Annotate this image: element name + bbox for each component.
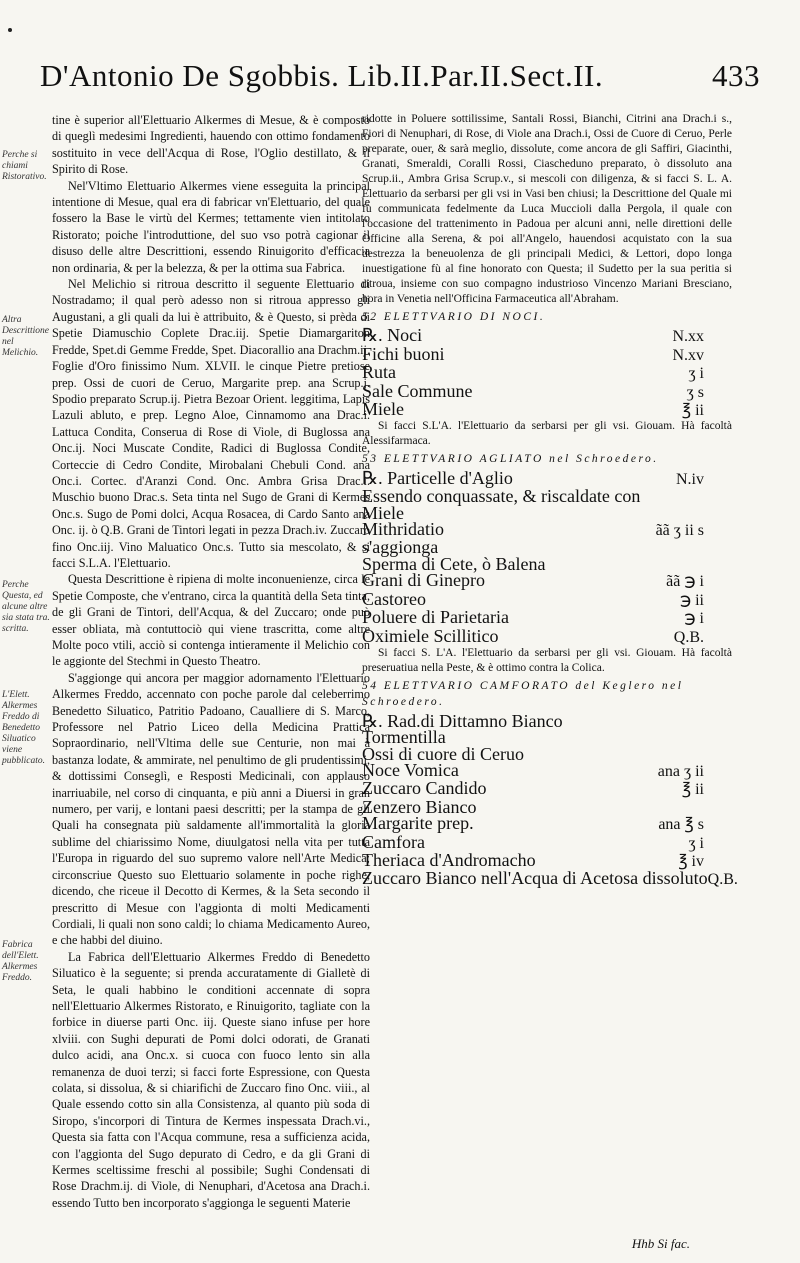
ingredient-quantity: ana ʒ ii	[657, 762, 704, 780]
ingredient-name: Sale Commune	[362, 380, 473, 401]
ingredient-quantity: N.xx	[672, 328, 704, 346]
ingredient-name: Zenzero Bianco	[362, 796, 477, 817]
ingredient-quantity: ℥ ii	[681, 402, 704, 420]
left-paragraph: Nel'Vltimo Elettuario Alkermes viene esseguita la principal intentione di Mesue, qual era di fabricar vn'Elettuario, del quale fossero la Base le virtù del Kermes; tettamente vien intitolato Ristorato; poiche l'introduttione, del suo vso potrà cagionar il disuso delle altre Descrittioni, essendo Rinuigorito d'efficacia non ordinaria, & per la belezza, & per la ottima sua Fabrica.	[52, 178, 370, 275]
catchword: Hhb Si fac.	[631, 1236, 690, 1251]
ingredient-row	[362, 380, 732, 401]
ingredient-row	[362, 780, 732, 798]
ingredient-quantity: ʒ s	[686, 383, 704, 401]
margin-note: Perche si chiami Ristorativo.	[2, 150, 47, 182]
ingredient-name: Castoreo	[362, 588, 426, 609]
ingredient-name: Ruta	[362, 362, 396, 383]
margin-note: Fabrica dell'Elett. Alkermes Freddo.	[2, 940, 39, 983]
ingredient-row	[362, 364, 732, 382]
ingredient-row	[362, 609, 732, 627]
ingredient-quantity: ℥ iv	[678, 852, 704, 870]
ingredient-quantity: ʒ i	[688, 834, 704, 852]
ingredient-row	[362, 625, 732, 646]
ingredient-row	[362, 401, 732, 419]
ingredient-name: Noce Vomica	[362, 759, 459, 780]
ingredient-name: Fichi buoni	[362, 343, 445, 364]
ingredient-name: Poluere di Parietaria	[362, 607, 509, 628]
left-paragraph: tine è superior all'Elettuario Alkermes di Mesue, & è composto di queglì medesimi Ingredienti, hauendo con ottimo fondamento sostituito in vece dell'Acqua di Rose, l'Oglio destillato, & il Spirito di Rose.	[52, 113, 370, 177]
ingredient-name: Zuccaro Candido	[362, 778, 487, 799]
page-number: 433	[712, 58, 760, 93]
ingredient-name: Grani di Ginepro	[362, 570, 485, 591]
recipe-note: Si facci S. L'A. l'Elettuario da serbarsi per gli vsi. Giouam. Hà facoltà preseruatiua nella Peste, & è ottimo contra la Colica.	[362, 646, 732, 674]
ingredient-quantity: ʒ i	[688, 365, 704, 383]
recipe-note: Si facci S.L'A. l'Elettuario da serbarsi per gli vsi. Giouam. Hà facoltà Alessifarmaca.	[362, 420, 732, 448]
margin-note: Perche Questa, ed alcune altre sia stata tra. scritta.	[2, 580, 50, 634]
ingredient-quantity: ãã ʒ ii s	[655, 522, 704, 540]
ingredient-name: Margarite prep.	[362, 813, 474, 834]
ingredient-quantity: N.xv	[672, 346, 704, 364]
ingredient-name: Miele	[362, 399, 404, 420]
ingredient-name: ℞. Particelle d'Aglio	[362, 467, 513, 488]
ingredient-name: ℞. Noci	[362, 325, 423, 346]
ingredient-name: Mithridatio	[362, 519, 444, 540]
recipes	[362, 309, 738, 889]
ingredient-quantity: ana ℥ s	[658, 816, 704, 834]
left-paragraph: Nel Melichio si ritroua descritto il seguente Elettuario di Nostradamo; il qual però adesso non si ritroua appresso gli Augustani, a gli quali da lui è attribuito, & è Questo, si prèda di Spetie Diamuschio Coplete Drac.iij. Spetie Diamargariton Fredde, Spet.di Gemme Fredde, Spet. Diacorallio ana Drachm.ij. Foglie d'Oro finissimo Num. XLVII. le cinque Pietre pretiose prep. Ossi de cuori de Ceruo, Margarite prep. ana Scrup.j. Spodio preparato Scrup.ij. Pietra Bezoar Orient. leggitima, Lapis Lazuli abluto, e prep. Legno Aloe, Cinnamomo ana Drac.i. Lattuca Condita, Conserua di Rose di Viole, di Buglossa ana Onc.ij. Noci Muscate Condite, Radici di Buglossa Condite, Corteccie di Cedro Condite, Mirobalani Chebuli Cond. ana Onc.i. Cortec. d'Aranzi Cond. Onc. Ambra Grisa Drac.i. Muschio buono Drac.s. Seta tinta nel Sugo de Grani di Kermes Onc.s. Sugo de Pomi dolci, Acqua Rosacea, di Cardo Santo ana Onc. ij. ò Q.B. Grani de Tintori legati in pezza Drach.iv. Zuccaro fino Onc.iij. Vino Maluatico Onc.s. Tutto sia mescolato, & si facci S.L.A. l'Elettuario.	[52, 277, 370, 570]
ingredient-name: Miele	[362, 502, 404, 523]
running-header	[40, 58, 760, 98]
ingredient-row	[362, 815, 732, 833]
ingredient-name: ℞. Rad.di Dittamno Bianco	[362, 710, 563, 731]
ingredient-name: Tormentilla	[362, 727, 446, 748]
ingredient-name: s'aggionga	[362, 537, 439, 558]
ingredient-quantity: Q.B.	[673, 628, 704, 646]
ingredient-name: Zuccaro Bianco nell'Acqua di Acetosa dissoluto	[362, 868, 708, 889]
ingredient-name: Sperma di Cete, ò Balena	[362, 553, 546, 574]
recipe-title: 53 ELETTVARIO AGLIATO nel Schroedero.	[362, 453, 659, 466]
ingredient-row	[362, 486, 732, 507]
left-paragraph: S'aggionge qui ancora per maggior adornamento l'Elettuario Alkermes Freddo, accennato con poche parole dal celeberrimo Benedetto Siluatico, Patritio Padoano, Caualliere di S. Marco, Professore nel Patrio Liceo della Medicina Prattica Sopraordinario, nell'Vltima delle sue Centurie, non mai à bastanza lodate, & ammirate, nel penultimo de gli prudentissimi, & dottissimi Conseglì, e Resposti Medicinali, con applauso inarriuabile, nel corso di cinquanta, e più anni a Diuersi in gran numero, per varij, e lontani paesi descritti; per la stampa de gli Quali ha consegnata più saldamente all'immortalità la gloria sublime del chiarissimo Nome, diuulgatosi nella vita per tutta l'Europa in riguardo del suo supremo valore nell'Arte Medica; circonscriue Questo suo Elettuario solamente in poche righe, dicendo, che riceue il Decotto di Kermes, & la Seta secondo il prescritto di Mesue con l'aggionta di molti Medicamenti Cordiali, li quali non sono caldi; lo chiama Medicamento Aureo, e che habbi del diuino.	[52, 670, 370, 948]
recipe-title: 52 ELETTVARIO DI NOCI.	[362, 311, 546, 323]
ingredient-name: Camfora	[362, 831, 425, 852]
ink-dot	[8, 28, 12, 32]
left-paragraph: Questa Descrittione è ripiena di molte inconuenienze, circa le Spetie Composte, che v'entrano, circa la quantità della Seta tinta, de gli Grani de Tintori, dell'Acqua, & del Zuccaro; onde può esser obliata, mà contuttociò qui viene trascritta, come altre Molte poco vtili, acciò si contenga intieramente il Melichio con le aggionte del Stechmi in Questo Theatro.	[52, 572, 370, 669]
ingredient-name: Oximiele Scillitico	[362, 625, 499, 646]
ingredient-quantity: ℈ ii	[679, 591, 704, 609]
ingredient-quantity: Q.B.	[707, 871, 738, 889]
ingredient-quantity: ℥ ii	[681, 781, 704, 799]
ingredient-name: Ossi di cuore di Ceruo	[362, 743, 524, 764]
left-paragraph: La Fabrica dell'Elettuario Alkermes Freddo di Benedetto Siluatico è la seguente; si prenda accuratamente di Gialletè di Seta, le quali habbino le conditioni accennate di sopra nell'Elettuario Alkermes Ristorato, e Rinuigorito, tagliate con la forbice in diuerse parti Onc. iij. Queste siano infuse per hore xlviii. con Sughi depurati de Pomi dolci odorati, de Granati dulco acidi, ana Onc.x. si cuoca con fuoco lento sin alla remanenza de duoi terzi; si facci forte Espressione, con Questa colata, si dissolua, & si chiarifichi de Zuccaro fino Onc. viii., al Quale essendo cotto sin alla Consistenza, al quanto più soda di Siropo, s'incorpori di Tintura de Kermes inspessata Drach.vi., Questa sia fatta con l'Acqua commune, resa a sufficienza acida, con l'aggionta del Sugo depurato di Cedro, e da gli Grani di Kermes sceltissime freschi al possibile; Sughi Condensati di Rose Drachm.ij. di Viole, di Nenuphari, d'Acetosa ana Drach.i. essendo Tutto ben incorporato s'aggionga le seguenti Materie	[52, 949, 370, 1210]
ingredient-name: Essendo conquassate, & riscaldate con	[362, 486, 641, 507]
ingredient-quantity: ãã ℈ i	[666, 573, 704, 591]
ingredient-row	[362, 572, 732, 590]
recipe-title: 54 ELETTVARIO CAMFORATO del Keglero nel Schroedero.	[362, 679, 684, 709]
margin-note: Altra Descrittione nel Melichio.	[2, 315, 49, 358]
ingredient-row	[362, 343, 732, 364]
right-column	[362, 112, 738, 889]
right-intro-paragraph: ridotte in Poluere sottilissime, Santali Rossi, Bianchi, Citrini ana Drach.i s., Fiori di Nenuphari, di Rose, di Viole ana Drach.i, Ossi de Cuore di Ceruo, Perle preparate, ouer, & sarà meglio, dissolute, come ancora de gli Saffiri, Giacinthi, Granati, Smeraldi, Coralli Rossi, Ciascheduno preparato, ò dissoluto ana Scrup.ii., Ambra Grisa Scrup.v., si mescoli con diligenza, & si facci S. L. A. Elettuario da serbarsi per gli vsi in Vasi ben chiusi; la Descrittione del Quale mi fù communicata fedelmente da Luca Muccioli dalla Pergola, il quale con l'occasione del trattenimento in Padoua per alcuni anni, nelle direttioni delle Officine alla Serena, & poi all'Angelo, hauendosi acquistato con la sua destrezza la beneuolenza de gli principali Medici, & Lettori, dopo longa inuestigatione fù al fine honorato con Questa; il Sudetto per la sua peritia si ritroua, insieme con suo compagno industrioso Vincenzo Mariani Bresciano, hora in Venetia nell'Officina Farmaceutica all'Abraham.	[362, 113, 732, 305]
header-title: D'Antonio De Sgobbis. Lib.II.Par.II.Sect.II.	[40, 58, 604, 93]
margin-note: L'Elett. Alkermes Freddo di Benedetto Siluatico viene pubblicato.	[2, 690, 46, 766]
ingredient-row	[362, 868, 738, 889]
ingredient-quantity: ℈ i	[684, 610, 704, 628]
ingredient-quantity: N.iv	[676, 470, 704, 488]
left-column	[52, 112, 370, 1211]
ingredient-name: Theriaca d'Andromacho	[362, 849, 536, 870]
